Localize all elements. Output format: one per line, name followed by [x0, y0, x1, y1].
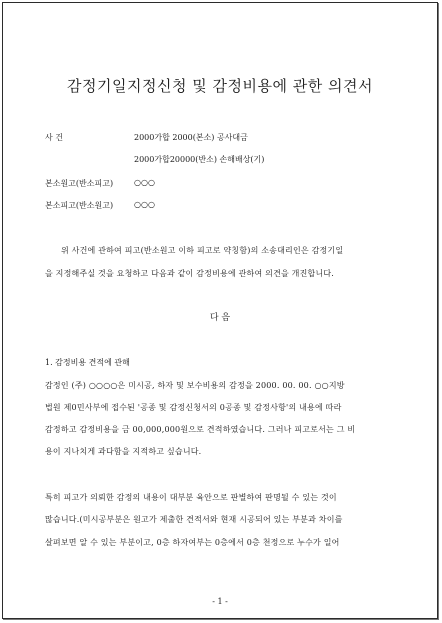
item1-heading: 1. 감정비용 견적에 관해 [45, 358, 130, 367]
case-line-2: 2000가합20000(반소) 손해배상(기) [134, 155, 265, 164]
party2-name: ○○○ [134, 200, 155, 209]
page-number: - 1 - [212, 597, 228, 606]
party2-label: 본소피고(반소원고) [45, 201, 114, 210]
party1-name: ○○○ [134, 178, 155, 187]
intro-line-2: 을 지정해주실 것을 요청하고 다음과 같이 감정비용에 관하여 의견을 개진합니다. [45, 269, 335, 278]
intro-line-1: 위 사건에 관하여 피고(반소원고 이하 피고로 약칭함)의 소송대리인은 감정기일 [61, 246, 344, 255]
case-label: 사 건 [45, 133, 63, 142]
item1-line-4: 용이 지나치게 과다함을 지적하고 싶습니다. [45, 447, 202, 456]
document-page [2, 2, 438, 619]
item1-line-2: 법원 제0민사부에 접수된 '공종 및 감정신청서의 0공종 및 감정사항'의 내용에 따라 [45, 403, 342, 412]
item1-line-3: 감정하고 감정비용을 금 00,000,000원으로 견적하였습니다. 그러나 피고로서는 그 비 [45, 425, 356, 434]
item1-line-1: 감정인 (주) ○○○○은 미시공, 하자 및 보수비용의 감정을 2000. 00. 00. ○○지방 [45, 381, 345, 390]
item1-line-5: 특히 피고가 의뢰한 감정의 내용이 대부분 육안으로 판별하여 판명될 수 있는 것이 [45, 493, 337, 502]
party1-label: 본소원고(반소피고) [45, 179, 114, 188]
document-title: 감정기일지정신청 및 감정비용에 관한 의견서 [67, 77, 373, 95]
item1-line-6: 많습니다.(미시공부분은 원고가 제출한 견적서와 현재 시공되어 있는 부분과 차이를 [45, 515, 343, 524]
case-line-1: 2000가합 2000(본소) 공사대금 [134, 133, 248, 142]
section-heading: 다 음 [209, 313, 231, 323]
item1-line-7: 살펴보면 알 수 있는 부분이고, 0층 하자여부는 0층에서 0층 천정으로 누수가 일어 [45, 538, 340, 547]
